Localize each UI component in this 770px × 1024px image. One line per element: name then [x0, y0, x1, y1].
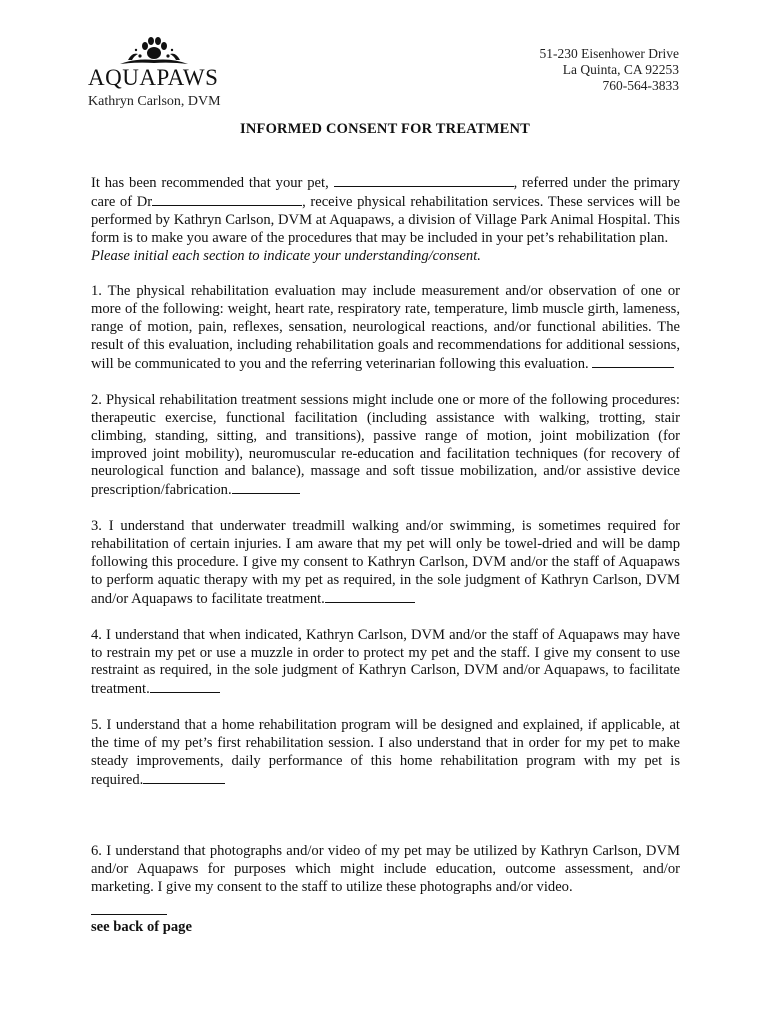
section-3	[91, 518, 680, 609]
intro-text-3: , receive physical rehabilitation services. These services will be performed by Kathryn Carlson, DVM at Aquapaws, a division of Village Park Animal Hospital. This form is to make you aware of the procedures that may be included in your pet’s rehabilitation plan.	[91, 193, 680, 246]
clinic-address	[540, 46, 679, 94]
address-line-2: La Quinta, CA 92253	[562, 62, 679, 77]
consent-body	[91, 174, 680, 937]
splash-paw-icon	[118, 36, 190, 66]
section-3-initial-field[interactable]	[325, 590, 415, 603]
intro-text-1: It has been recommended that your pet,	[91, 175, 334, 191]
pet-name-field[interactable]	[334, 174, 514, 187]
section-5	[91, 717, 680, 790]
doctor-name: Kathryn Carlson, DVM	[88, 94, 221, 109]
section-2-text: 2. Physical rehabilitation treatment sessions might include one or more of the following procedures: therapeutic exercise, functional facilitation (including assistance with walking, trotting, stair climbing, standing, sitting, and transitions), passive range of motion, joint mobilization (for improved joint mobility), neuromuscular re-education and facilitation techniques (for recovery of neurological function and balance), massage and soft tissue mobilization, and/or assistive device prescription/fabrication.	[91, 391, 680, 499]
section-2-initial-field[interactable]	[232, 481, 300, 494]
see-back-note: see back of page	[91, 919, 192, 936]
section-1-initial-field[interactable]	[592, 355, 674, 368]
address-line-1: 51-230 Eisenhower Drive	[539, 46, 679, 61]
section-6-text: 6. I understand that photographs and/or video of my pet may be utilized by Kathryn Carlson, DVM and/or Aquapaws for purposes which might include education, outcome assessment, and/or marketing. I give my consent to the staff to utilize these photographs and/or video.	[91, 842, 680, 895]
section-5-text: 5. I understand that a home rehabilitation program will be designed and explained, if applicable, at the time of my pet’s first rehabilitation session. I also understand that in order for my pet to make steady improvements, daily performance of this home rehabilitation program with my pet is required.	[91, 717, 680, 788]
doctor-name-field[interactable]	[152, 193, 302, 206]
phone-number: 760-564-3833	[602, 78, 679, 93]
section-6	[91, 843, 680, 897]
brand-name: AQUAPAWS	[88, 65, 219, 90]
initial-instruction: Please initial each section to indicate your understanding/consent.	[91, 247, 481, 264]
section-4	[91, 627, 680, 700]
section-3-text: 3. I understand that underwater treadmill walking and/or swimming, is sometimes required for rehabilitation of certain injuries. I am aware that my pet will only be towel-dried and will be damp following this procedure. I give my consent to Kathryn Carlson, DVM and/or the staff of Aquapaws to perform aquatic therapy with my pet as required, in the sole judgment of Kathryn Carlson, DVM and/or Aquapaws to facilitate treatment.	[91, 518, 680, 607]
section-6-initial-field[interactable]	[91, 902, 167, 915]
section-5-initial-field[interactable]	[143, 771, 225, 784]
page-title: INFORMED CONSENT FOR TREATMENT	[240, 121, 530, 137]
intro-text-2: , referred under the primary care of Dr	[91, 175, 680, 210]
aquapaws-logo	[88, 36, 228, 110]
intro-paragraph	[91, 174, 680, 266]
section-4-initial-field[interactable]	[150, 680, 220, 693]
section-2	[91, 392, 680, 500]
section-1-text: 1. The physical rehabilitation evaluation may include measurement and/or observation of one or more of the following: weight, heart rate, respiratory rate, temperature, limb muscle girth, lameness, range of motion, pain, reflexes, sensation, neurological reactions, and/or functional abilities. The result of this evaluation, including rehabilitation goals and recommendations for additional sessions, will be communicated to you and the referring veterinarian following this evaluation.	[91, 283, 680, 373]
section-1	[91, 283, 680, 374]
section-4-text: 4. I understand that when indicated, Kathryn Carlson, DVM and/or the staff of Aquapaws may have to restrain my pet or use a muzzle in order to protect my pet and the staff. I give my consent to use restraint as required, in the sole judgment of Kathryn Carlson, DVM and/or Aquapaws, to facilitate treatment.	[91, 626, 680, 698]
